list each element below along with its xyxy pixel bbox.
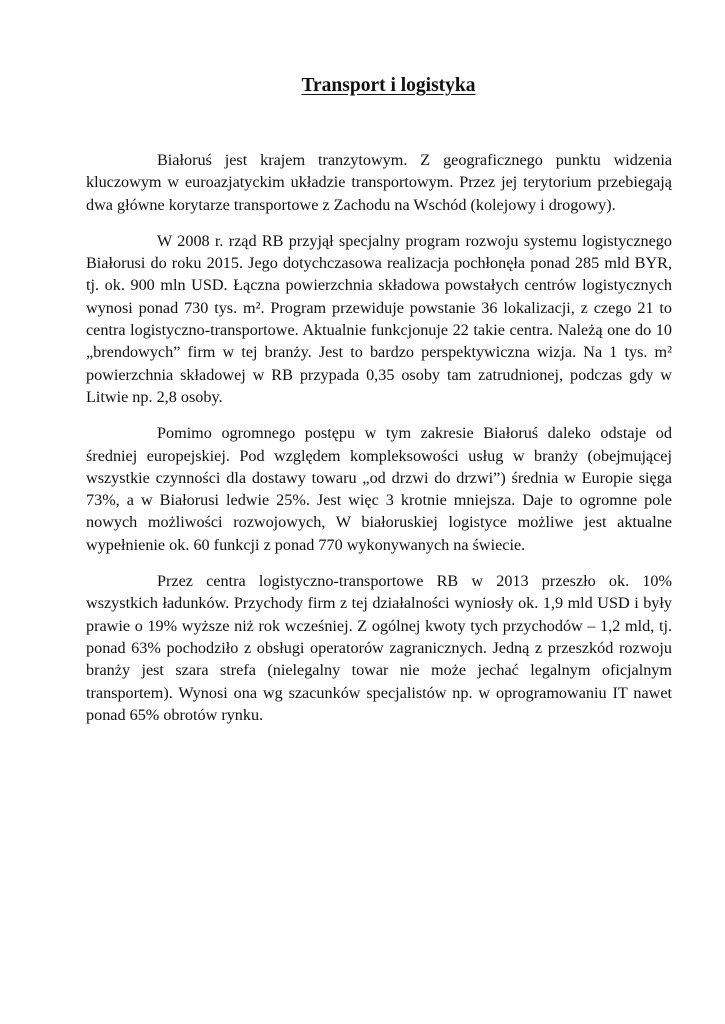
paragraph-comparison: Pomimo ogromnego postępu w tym zakresie Białoruś daleko odstaje od średniej europejskiej. Pod względem kompleksowości usług w branży (obejmującej wszystkie czynności dla dostawy towaru „od drzwi do drzwi”) średnia w Europie sięga 73%, a w Białorusi ledwie 25%. Jest więc 3 krotnie mniejsza. Daje to ogromne pole nowych możliwości rozwojowych, W białoruskiej logistyce możliwe jest aktualne wypełnienie ok. 60 funkcji z ponad 770 wykonywanych na świecie. — [86, 424, 672, 554]
document-title: Transport i logistyka — [301, 75, 476, 96]
document-body — [86, 149, 672, 740]
paragraph-transit: Białoruś jest krajem tranzytowym. Z geograficznego punktu widzenia kluczowym w euroazjatyckim układzie transportowym. Przez jej terytorium przebiegają dwa główne korytarze transportowe z Zachodu na Wschód (kolejowy i drogowy). — [86, 151, 672, 214]
paragraph-program: W 2008 r. rząd RB przyjął specjalny program rozwoju systemu logistycznego Białorusi do roku 2015. Jego dotychczasowa realizacja pochłonęła ponad 285 mld BYR, tj. ok. 900 mln USD. Łączna powierzchnia składowa powstałych centrów logistycznych wynosi ponad 730 tys. m². Program przewiduje powstanie 36 lokalizacji, z czego 21 to centra logistyczno-transportowe. Aktualnie funkcjonuje 22 takie centra. Należą one do 10 „brendowych” firm w tej branży. Jest to bardzo perspektywiczna wizja. Na 1 tys. m² powierzchnia składowej w RB przypada 0,35 osoby tam zatrudnionej, podczas gdy w Litwie np. 2,8 osoby. — [86, 231, 672, 406]
paragraph-revenue: Przez centra logistyczno-transportowe RB w 2013 przeszło ok. 10% wszystkich ładunków. Przychody firm z tej działalności wyniosły ok. 1,9 mld USD i były prawie o 19% wyższe niż rok wcześniej. Z ogólnej kwoty tych przychodów – 1,2 mld, tj. ponad 63% pochodziło z obsługi operatorów zagranicznych. Jedną z przeszkód rozwoju branży jest szara strefa (nielegalny towar nie może jechać legalnym oficjalnym transportem). Wynosi ona wg szacunków specjalistów np. w oprogramowaniu IT nawet ponad 65% obrotów rynku. — [86, 572, 672, 724]
